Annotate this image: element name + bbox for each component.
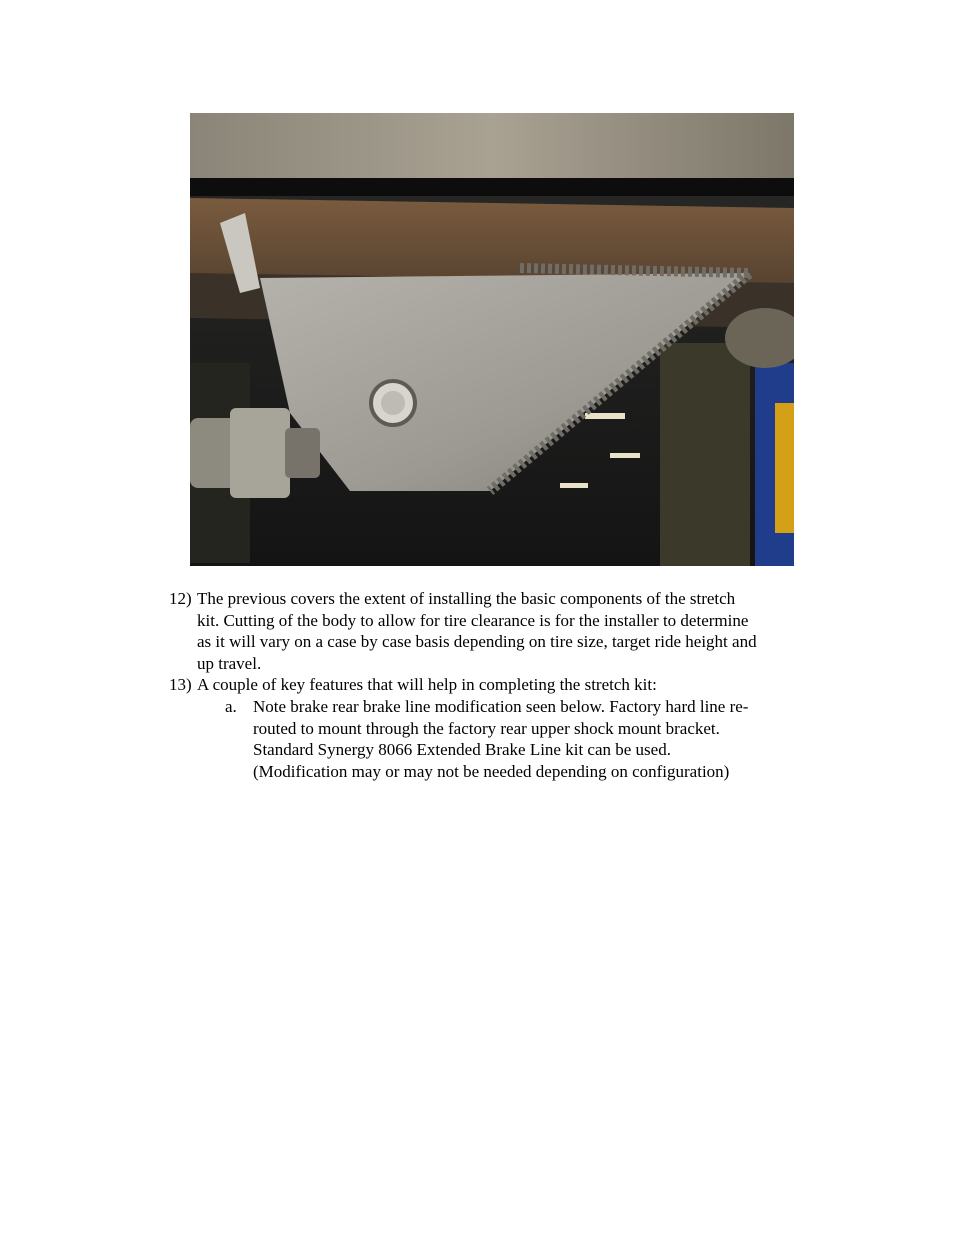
bracket-photo — [190, 113, 794, 566]
text-line: Standard Synergy 8066 Extended Brake Line kit can be used. — [253, 740, 671, 759]
step-text — [197, 588, 827, 674]
text-line: kit. Cutting of the body to allow for tire clearance is for the installer to determine — [197, 610, 749, 630]
text-line: The previous covers the extent of installing the basic components of the stretch — [197, 589, 736, 608]
text-line: up travel. — [197, 653, 262, 673]
text-line: as it will vary on a case by case basis depending on tire size, target ride height and — [197, 632, 757, 651]
step-text — [197, 674, 827, 696]
text-line: (Modification may or may not be needed depending on configuration) — [253, 761, 730, 781]
step-number: 12) — [169, 589, 192, 608]
step-number: 13) — [169, 675, 192, 694]
text-line: A couple of key features that will help in completing the stretch kit: — [197, 675, 657, 694]
sub-step-letter: a. — [225, 697, 237, 716]
sub-step-text — [253, 696, 823, 782]
text-line: Note brake rear brake line modification seen below. Factory hard line re- — [253, 697, 749, 716]
text-line: routed to mount through the factory rear upper shock mount bracket. — [253, 718, 720, 738]
